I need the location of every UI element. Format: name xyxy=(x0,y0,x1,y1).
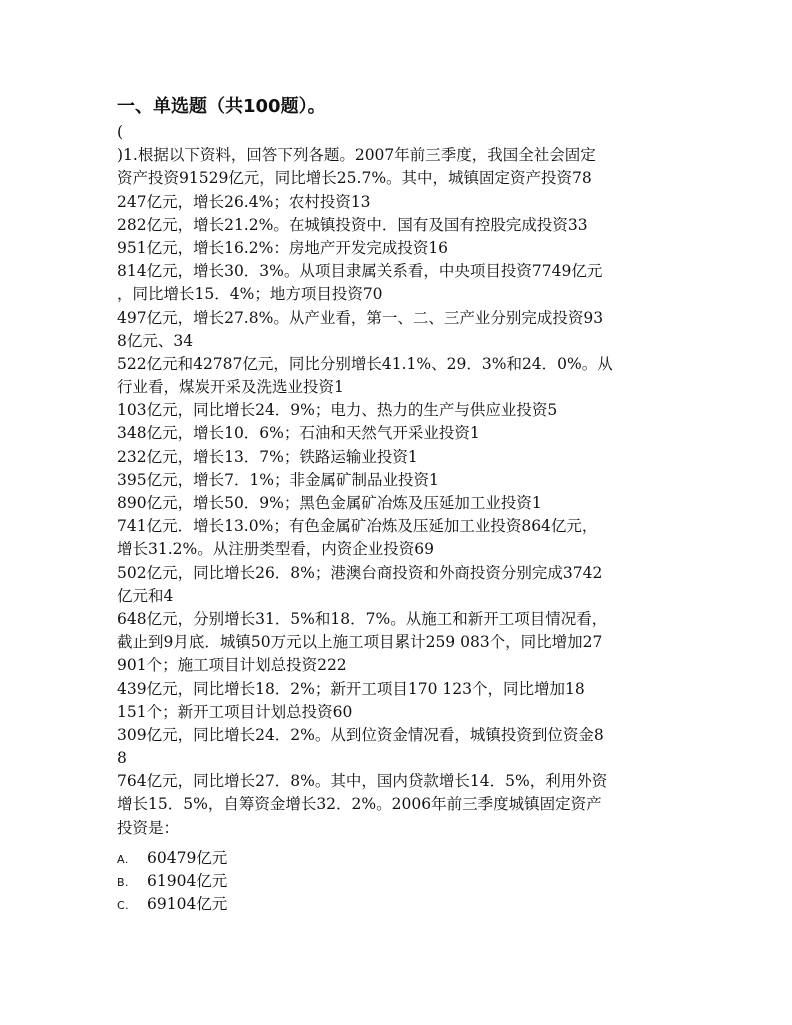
question-line: )1.根据以下资料，回答下列各题。2007年前三季度，我国全社会固定 xyxy=(117,146,596,165)
section-heading: 一、单选题（共100题）。 xyxy=(117,96,326,117)
option-text: 60479亿元 xyxy=(147,849,228,867)
question-line: 497亿元，增长27.8%。从产业看，第一、二、三产业分别完成投资93 xyxy=(117,308,604,327)
answer-option[interactable] xyxy=(117,893,417,916)
answer-option[interactable] xyxy=(117,870,417,893)
question-line: 741亿元．增长13.0%；有色金属矿冶炼及压延加工业投资864亿元， xyxy=(117,517,598,536)
question-line: 439亿元，同比增长18．2%；新开工项目170 123个，同比增加18 xyxy=(117,679,585,698)
option-text: 61904亿元 xyxy=(147,872,228,891)
answer-options xyxy=(117,847,417,917)
question-line: 投资是： xyxy=(117,818,180,837)
question-line: 901个；施工项目计划总投资222 xyxy=(117,656,347,675)
answer-option[interactable] xyxy=(117,847,417,870)
question-line: 8 xyxy=(117,749,127,768)
question-line: 648亿元，分别增长31．5%和18．7%。从施工和新开工项目情况看， xyxy=(117,609,608,628)
option-text: 69104亿元 xyxy=(147,895,228,914)
question-line: 增长15．5%，自筹资金增长32．2%。2006年前三季度城镇固定资产 xyxy=(117,795,602,814)
question-line: 151个；新开工项目计划总投资60 xyxy=(117,702,353,721)
option-letter: A. xyxy=(117,853,129,866)
question-line: 232亿元，增长13．7%；铁路运输业投资1 xyxy=(117,447,418,466)
question-line: 103亿元，同比增长24．9%；电力、热力的生产与供应业投资5 xyxy=(117,401,558,420)
question-line: 309亿元，同比增长24．2%。从到位资金情况看，城镇投资到位资金8 xyxy=(117,725,604,744)
question-line: 增长31.2%。从注册类型看，内资企业投资69 xyxy=(117,540,434,559)
question-line: 亿元和4 xyxy=(117,586,174,605)
question-line: 890亿元，增长50．9%；黑色金属矿冶炼及压延加工业投资1 xyxy=(117,494,542,512)
option-letter: C. xyxy=(117,899,130,913)
question-line: 814亿元，增长30．3%。从项目隶属关系看，中央项目投资7749亿元 xyxy=(117,262,603,281)
question-line: 8亿元、34 xyxy=(117,331,194,350)
question-text xyxy=(117,121,677,840)
question-line: 951亿元，增长16.2%：房地产开发完成投资16 xyxy=(117,238,449,257)
question-line: ，同比增长15．4%；地方项目投资70 xyxy=(117,285,383,304)
question-line: 247亿元，增长26.4%；农村投资13 xyxy=(117,192,371,211)
question-line: 395亿元，增长7．1%；非金属矿制品业投资1 xyxy=(117,470,439,489)
question-line: 764亿元，同比增长27．8%。其中，国内贷款增长14．5%，利用外资 xyxy=(117,772,608,791)
question-line: 502亿元，同比增长26．8%；港澳台商投资和外商投资分别完成3742 xyxy=(117,563,603,582)
question-line: 截止到9月底．城镇50万元以上施工项目累计259 083个，同比增加27 xyxy=(117,633,603,652)
question-line: ( xyxy=(117,123,124,141)
question-line: 522亿元和42787亿元，同比分别增长41.1%、29．3%和24．0%。从 xyxy=(117,354,613,373)
question-line: 348亿元，增长10．6%；石油和天然气开采业投资1 xyxy=(117,424,480,443)
question-line: 资产投资91529亿元，同比增长25.7%。其中，城镇固定资产投资78 xyxy=(117,169,592,188)
question-line: 282亿元，增长21.2%。在城镇投资中．国有及国有控股完成投资33 xyxy=(117,215,588,234)
question-line: 行业看，煤炭开采及洗选业投资1 xyxy=(117,378,344,397)
option-letter: B. xyxy=(117,876,130,890)
